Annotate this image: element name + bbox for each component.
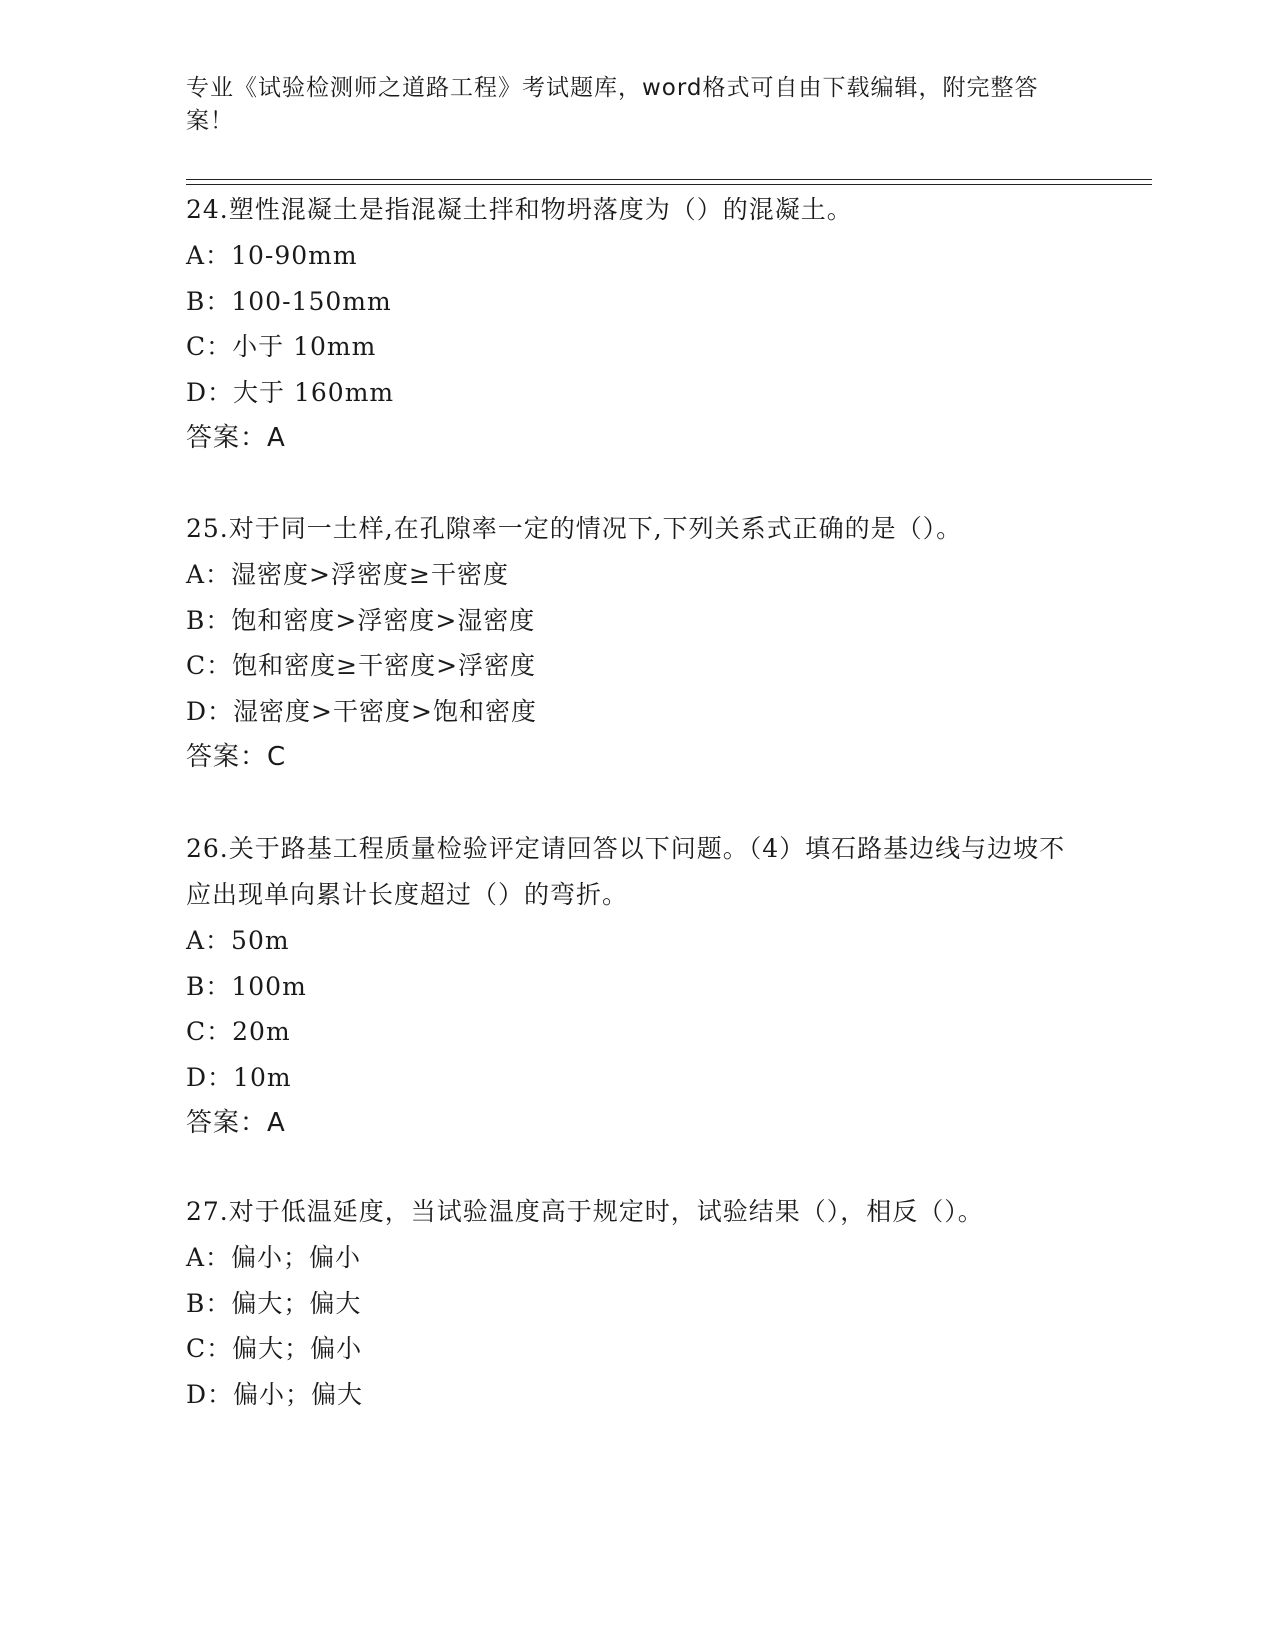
question-24 bbox=[186, 187, 1066, 461]
option-a: A：50m bbox=[186, 926, 290, 955]
question-26 bbox=[186, 826, 1066, 1146]
option-b: B：饱和密度>浮密度>湿密度 bbox=[186, 605, 536, 635]
header-divider-bottom bbox=[186, 184, 1152, 185]
option-c: C：20m bbox=[186, 1017, 291, 1046]
answer: 答案：A bbox=[186, 1108, 286, 1138]
question-text: 24.塑性混凝土是指混凝土拌和物坍落度为（）的混凝土。 bbox=[186, 195, 853, 224]
question-text: 27.对于低温延度，当试验温度高于规定时，试验结果（），相反（）。 bbox=[186, 1197, 984, 1226]
option-d: D：湿密度>干密度>饱和密度 bbox=[186, 696, 537, 726]
option-d: D：偏小；偏大 bbox=[186, 1379, 364, 1409]
option-d: D：大于 160mm bbox=[186, 377, 395, 407]
option-a: A：湿密度>浮密度≥干密度 bbox=[186, 560, 509, 589]
option-b: B：偏大；偏大 bbox=[186, 1288, 362, 1318]
option-b: B：100m bbox=[186, 971, 307, 1001]
option-c: C：小于 10mm bbox=[186, 332, 377, 361]
document-header: 专业《试验检测师之道路工程》考试题库，word格式可自由下载编辑，附完整答案！ bbox=[186, 75, 1039, 134]
option-b: B：100-150mm bbox=[186, 286, 392, 316]
answer: 答案：C bbox=[186, 742, 287, 772]
header-divider-top bbox=[186, 179, 1152, 180]
question-27 bbox=[186, 1189, 1066, 1417]
question-text: 26.关于路基工程质量检验评定请回答以下问题。（4）填石路基边线与边坡不应出现单向累计长度超过（）的弯折。 bbox=[186, 834, 1066, 909]
question-25 bbox=[186, 506, 1066, 780]
option-c: C：饱和密度≥干密度>浮密度 bbox=[186, 651, 537, 680]
option-a: A：偏小；偏小 bbox=[186, 1243, 362, 1272]
answer: 答案：A bbox=[186, 423, 286, 453]
option-d: D：10m bbox=[186, 1062, 292, 1092]
option-a: A：10-90mm bbox=[186, 241, 358, 270]
question-text: 25.对于同一土样,在孔隙率一定的情况下,下列关系式正确的是（）。 bbox=[186, 514, 963, 543]
option-c: C：偏大；偏小 bbox=[186, 1334, 363, 1363]
